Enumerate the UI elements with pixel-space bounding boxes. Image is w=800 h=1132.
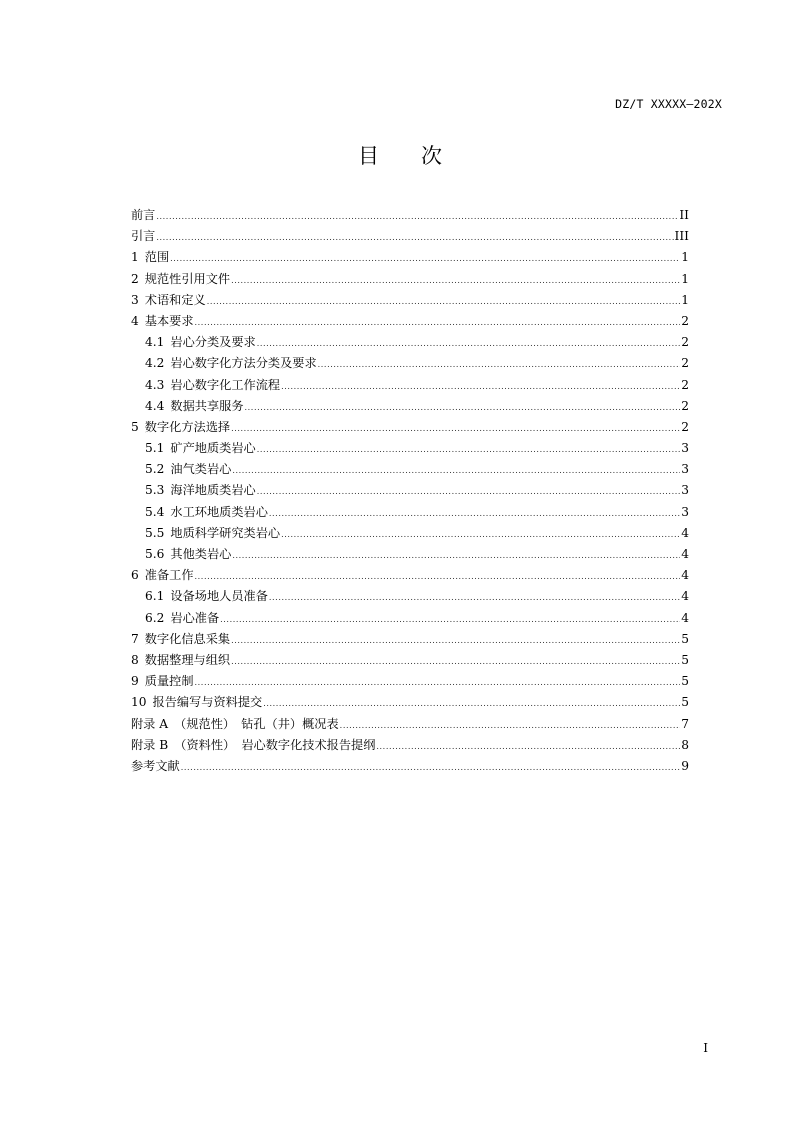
toc-entry-number: 1 [131,250,139,265]
toc-entry-label [145,332,256,353]
toc-entry-number: 5.1 [145,441,165,456]
toc-entry[interactable] [131,417,689,438]
toc-entry-label [131,226,155,247]
toc-entry[interactable] [131,205,689,226]
toc-leader-dots [231,270,680,291]
toc-entry[interactable] [131,269,689,290]
toc-entry[interactable] [131,332,689,353]
toc-entry[interactable] [131,735,689,756]
toc-leader-dots [207,291,681,312]
toc-leader-dots [257,333,681,354]
toc-entry[interactable] [131,714,689,735]
toc-entry-page: III [674,229,689,244]
toc-entry-number: 5.3 [145,483,165,498]
toc-entry[interactable] [131,692,689,713]
toc-entry-number: 4 [131,313,139,328]
toc-entry-text: 油气类岩心 [170,462,232,477]
toc-entry-text: 数字化信息采集 [144,631,231,646]
toc-leader-dots [231,630,680,651]
toc-leader-dots [340,715,681,736]
toc-entry-number: 4.3 [145,377,165,392]
toc-leader-dots [170,248,680,269]
toc-entry-label [131,692,262,713]
toc-entry-number: 3 [131,292,139,307]
toc-entry-page: 2 [681,313,689,328]
toc-leader-dots [181,757,680,778]
toc-leader-dots [281,524,680,545]
toc-entry-text: 基本要求 [144,313,194,328]
toc-leader-dots [195,566,681,587]
toc-entry-label [131,247,169,268]
toc-entry[interactable] [131,226,689,247]
toc-entry-page: 8 [681,737,689,752]
toc-leader-dots [231,651,680,672]
toc-entry-page: 5 [681,674,689,689]
toc-entry-label [145,608,219,629]
toc-entry-page: 3 [681,441,689,456]
toc-entry-label [131,417,230,438]
toc-entry-label [145,480,256,501]
toc-entry-number: 6.2 [145,610,165,625]
toc-leader-dots [376,736,680,757]
toc-entry-label [131,714,339,735]
toc-entry-page: 4 [681,525,689,540]
toc-entry-text: 参考文献 [131,758,180,773]
toc-entry-label [145,544,231,565]
toc-entry-text: 设备场地人员准备 [170,589,268,604]
toc-entry-number: 6.1 [145,589,165,604]
toc-entry-text: 岩心分类及要求 [170,335,256,350]
toc-entry[interactable] [131,311,689,332]
toc-entry-text: 数据整理与组织 [144,652,231,667]
table-of-contents [131,205,689,777]
toc-entry[interactable] [131,480,689,501]
toc-entry-label [131,290,206,311]
toc-entry-page: II [679,208,689,222]
toc-entry-page: 1 [681,271,689,286]
toc-entry-page: 4 [681,568,689,583]
toc-entry-number: 9 [131,674,139,689]
toc-entry-label [131,735,375,756]
toc-entry[interactable] [131,247,689,268]
toc-entry-number: 4.4 [145,398,165,413]
toc-entry[interactable] [131,353,689,374]
toc-entry[interactable] [131,523,689,544]
toc-leader-dots [156,227,673,248]
toc-entry-page: 2 [681,377,689,392]
toc-entry-page: 4 [681,589,689,604]
toc-entry-page: 4 [681,610,689,625]
toc-leader-dots [318,354,681,375]
toc-entry-page: 9 [681,758,689,773]
toc-entry-number: 8 [131,652,139,667]
title-part-1: 目 [358,144,379,168]
page-number: I [703,1041,708,1055]
toc-leader-dots [245,397,681,418]
toc-entry-number: 10 [131,695,147,710]
toc-entry-text: 前言 [131,208,156,222]
toc-entry[interactable] [131,544,689,565]
toc-entry-label [145,353,317,374]
toc-leader-dots [281,376,680,397]
toc-entry-text: 数字化方法选择 [144,419,231,434]
toc-entry-label [145,502,268,523]
toc-entry-label [145,438,256,459]
toc-leader-dots [232,545,680,566]
toc-entry-text: 术语和定义 [144,292,206,307]
toc-leader-dots [257,439,681,460]
toc-entry-text: 附录 B （资料性） 岩心数字化技术报告提纲 [131,737,376,752]
toc-entry[interactable] [131,756,689,777]
toc-entry[interactable] [131,629,689,650]
toc-entry-label [131,269,230,290]
toc-entry-page: 5 [681,695,689,710]
toc-entry-text: 附录 A （规范性） 钻孔（井）概况表 [131,716,339,731]
toc-leader-dots [269,587,680,608]
standard-code: DZ/T XXXXX—202X [615,97,722,111]
toc-entry[interactable] [131,565,689,586]
toc-leader-dots [156,206,678,227]
toc-entry-page: 2 [681,335,689,350]
toc-entry[interactable] [131,608,689,629]
toc-entry-number: 2 [131,271,139,286]
toc-entry-page: 2 [681,398,689,413]
toc-entry[interactable] [131,502,689,523]
toc-entry[interactable] [131,290,689,311]
toc-entry-text: 准备工作 [144,568,194,583]
toc-entry-label [145,396,244,417]
toc-entry-page: 2 [681,356,689,371]
toc-leader-dots [269,503,680,524]
toc-entry-page: 3 [681,462,689,477]
toc-entry-number: 6 [131,568,139,583]
toc-entry-number: 5.4 [145,504,165,519]
toc-leader-dots [195,672,681,693]
toc-leader-dots [231,418,680,439]
toc-entry-label [145,375,280,396]
toc-entry-text: 数据共享服务 [170,398,244,413]
toc-entry[interactable] [131,396,689,417]
toc-entry[interactable] [131,671,689,692]
toc-entry-page: 5 [681,631,689,646]
toc-entry-number: 4.1 [145,335,165,350]
toc-entry-text: 岩心准备 [170,610,220,625]
toc-entry[interactable] [131,438,689,459]
page-title [0,140,800,170]
toc-entry-label [131,565,194,586]
toc-entry-label [145,586,268,607]
toc-entry-label [131,756,180,777]
toc-leader-dots [263,693,680,714]
toc-entry-page: 3 [681,483,689,498]
toc-entry-label [145,523,280,544]
toc-entry-number: 7 [131,631,139,646]
toc-entry-number: 4.2 [145,356,165,371]
toc-entry-text: 矿产地质类岩心 [170,441,256,456]
toc-entry-label [131,650,230,671]
toc-entry-text: 引言 [131,229,156,244]
toc-entry-page: 1 [681,292,689,307]
toc-entry-number: 5.2 [145,462,165,477]
toc-entry-text: 规范性引用文件 [144,271,231,286]
toc-entry[interactable] [131,586,689,607]
toc-entry[interactable] [131,459,689,480]
toc-entry-text: 其他类岩心 [170,547,232,561]
toc-leader-dots [220,609,680,630]
toc-entry-page: 2 [681,419,689,434]
toc-entry-label [131,205,155,226]
toc-entry-page: 3 [681,504,689,519]
toc-entry-number: 5.5 [145,525,165,540]
toc-entry-label [131,671,194,692]
toc-entry-text: 质量控制 [144,674,194,689]
toc-entry-page: 5 [681,652,689,667]
toc-leader-dots [232,460,680,481]
toc-entry-text: 水工环地质类岩心 [170,504,268,519]
toc-leader-dots [195,312,681,333]
toc-entry-page: 1 [681,250,689,265]
toc-entry-number: 5 [131,419,139,434]
toc-entry[interactable] [131,650,689,671]
toc-entry-number: 5.6 [145,547,165,561]
toc-entry-label [145,459,231,480]
toc-entry-text: 地质科学研究类岩心 [170,525,281,540]
toc-entry-label [131,629,230,650]
toc-entry-text: 范围 [144,250,170,265]
toc-entry-page: 7 [681,716,689,731]
toc-entry-text: 岩心数字化工作流程 [170,377,281,392]
toc-entry-page: 4 [681,547,689,561]
toc-entry-text: 岩心数字化方法分类及要求 [170,356,317,371]
title-part-2: 次 [421,144,442,168]
toc-entry-text: 海洋地质类岩心 [170,483,256,498]
toc-leader-dots [257,481,681,502]
toc-entry[interactable] [131,375,689,396]
toc-entry-label [131,311,194,332]
toc-entry-text: 报告编写与资料提交 [152,695,263,710]
